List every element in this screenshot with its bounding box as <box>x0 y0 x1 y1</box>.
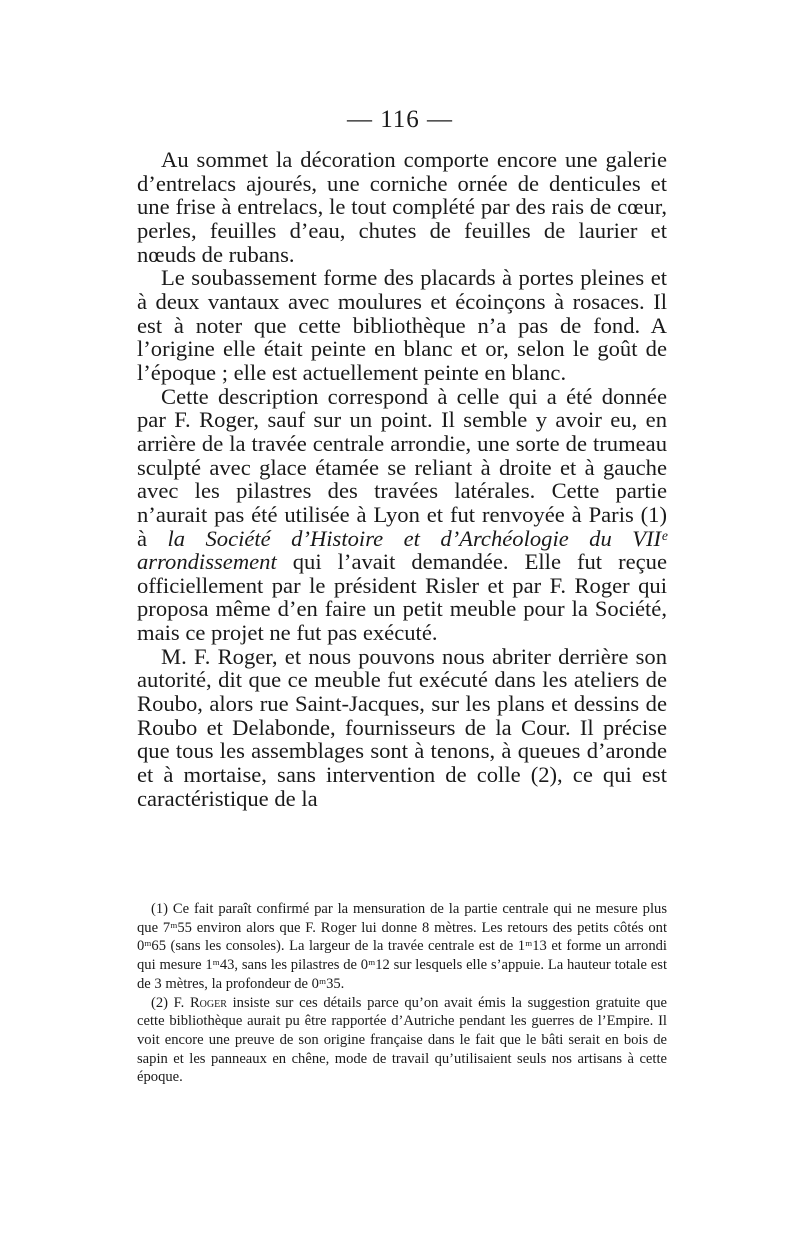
paragraph: Le soubassement forme des placards à portes pleines et à deux vantaux avec moulures et écoinçons à rosaces. Il est à noter que cette bibliothèque n’a pas de fond. A l’origine elle était peinte en blanc et or, selon le goût de l’époque ; elle est actuellement peinte en blanc. <box>137 265 667 385</box>
footnotes <box>137 900 667 1087</box>
main-text <box>137 148 667 810</box>
paragraph-text: Cette description correspond à celle qui a été donnée par F. Roger, sauf sur un point. Il semble y avoir eu, en arrière de la travée centrale arrondie, une sorte de trumeau sculpté avec glace étamée se reliant à droite et à gauche avec les pilastres des travées latérales. Cette partie n’aurait pas été utilisée à Lyon et fut renvoyée à Paris (1) à <box>137 383 667 551</box>
footnote-2 <box>137 994 667 1088</box>
italic-society-name: la Société d’Histoire et d’Archéologie du VIIᵉ arrondissement <box>137 525 667 575</box>
footnote-text: insiste sur ces détails parce qu’on avait émis la suggestion gratuite que cette bibliothèque aurait pu être rapportée d’Autriche pendant les guerres de l’Empire. Il voit encore une preuve de son origine française dans le fait que le bâti serait en bois de sapin et les panneaux en chêne, mode de travail qu’utilisaient seuls nos artisans à cette époque. <box>137 994 667 1086</box>
footnote-label: (2) F. <box>151 994 190 1011</box>
paragraph <box>137 385 667 645</box>
footnote-author: Roger <box>189 994 227 1011</box>
paragraph: M. F. Roger, et nous pouvons nous abriter derrière son autorité, dit que ce meuble fut exécuté dans les ateliers de Roubo, alors rue Saint-Jacques, sur les plans et dessins de Roubo et Delabonde, fournisseurs de la Cour. Il précise que tous les assemblages sont à tenons, à queues d’aronde et à mortaise, sans intervention de colle (2), ce qui est caractéristique de la <box>137 643 667 811</box>
footnote-1: (1) Ce fait paraît confirmé par la mensuration de la partie centrale qui ne mesure plus que 7ᵐ55 environ alors que F. Roger lui donne 8 mètres. Les retours des petits côtés ont 0ᵐ65 (sans les consoles). La largeur de la travée centrale est de 1ᵐ13 et forme un arrondi qui mesure 1ᵐ43, sans les pilastres de 0ᵐ12 sur lesquels elle s’appuie. La hauteur totale est de 3 mètres, la profondeur de 0ᵐ35. <box>137 901 667 992</box>
paragraph-text: qui l’avait demandée. Elle fut reçue officiellement par le président Risler et par F. Roger qui proposa même d’en faire un petit meuble pour la Société, mais ce projet ne fut pas exécuté. <box>137 549 667 646</box>
paragraph: Au sommet la décoration comporte encore une galerie d’entrelacs ajourés, une corniche ornée de denticules et une frise à entrelacs, le tout complété par des rais de cœur, perles, feuilles d’eau, chutes de feuilles de laurier et nœuds de rubans. <box>137 147 667 267</box>
page-number: — 116 — <box>346 106 454 133</box>
